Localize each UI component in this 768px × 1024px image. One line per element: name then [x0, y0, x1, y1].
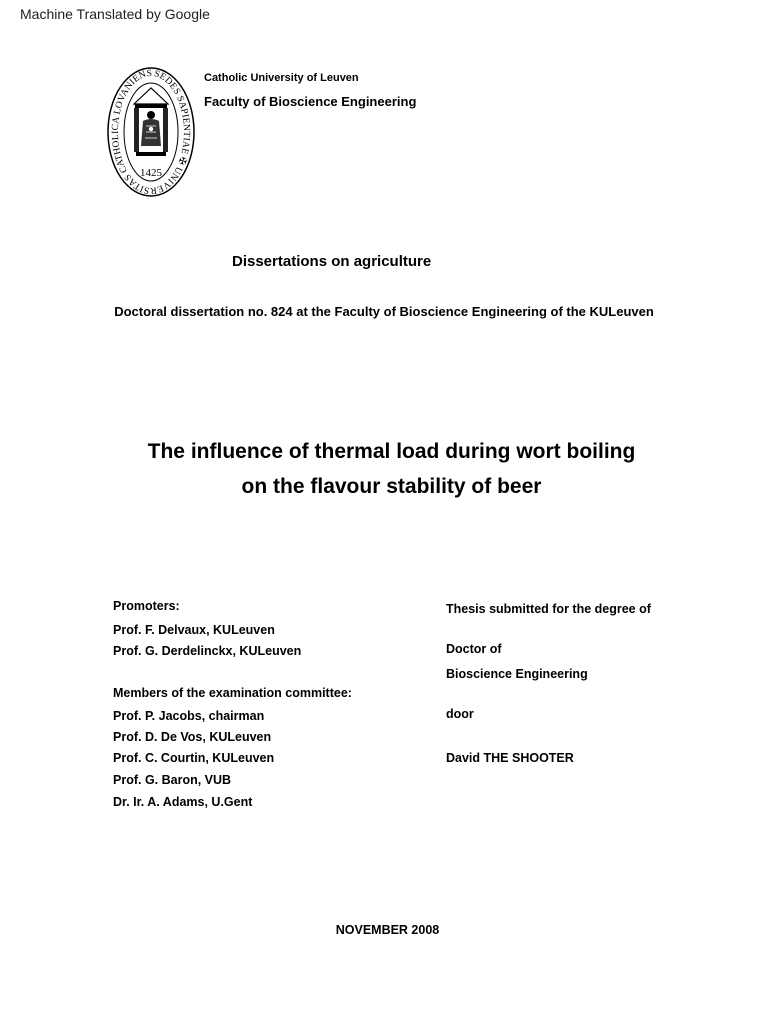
- promoter-item: Prof. F. Delvaux, KULeuven: [113, 623, 275, 637]
- machine-translation-banner: Machine Translated by Google: [20, 6, 210, 22]
- committee-member: Prof. G. Baron, VUB: [113, 773, 232, 787]
- degree-title-line-1: Doctor of: [446, 642, 502, 656]
- degree-statement: Thesis submitted for the degree of: [446, 602, 651, 616]
- dissertation-number: Doctoral dissertation no. 824 at the Faculty of Bioscience Engineering of the KULeuven: [114, 304, 654, 319]
- committee-member: Prof. D. De Vos, KULeuven: [113, 730, 272, 744]
- promoters-heading: Promoters:: [113, 599, 180, 613]
- author-name: David THE SHOOTER: [446, 751, 574, 765]
- committee-member: Dr. Ir. A. Adams, U.Gent: [113, 795, 253, 809]
- svg-text:SEDES SAPIENTIAE ✠ UNIVERSITAS: SEDES SAPIENTIAE ✠ UNIVERSITAS CATHOLICA LOVANIENS: [110, 68, 192, 196]
- faculty-name: Faculty of Bioscience Engineering: [204, 94, 417, 109]
- series-title: Dissertations on agriculture: [232, 253, 432, 270]
- committee-heading: Members of the examination committee:: [113, 686, 352, 700]
- university-name: Catholic University of Leuven: [204, 72, 359, 84]
- thesis-title-line-2: on the flavour stability of beer: [241, 475, 542, 498]
- thesis-title-line-1: The influence of thermal load during wort boiling: [147, 440, 636, 463]
- committee-member: Prof. C. Courtin, KULeuven: [113, 751, 275, 765]
- degree-title-line-2: Bioscience Engineering: [446, 667, 588, 681]
- promoter-item: Prof. G. Derdelinckx, KULeuven: [113, 644, 302, 658]
- svg-text:1425: 1425: [140, 167, 162, 179]
- committee-member: Prof. P. Jacobs, chairman: [113, 709, 265, 723]
- university-seal-logo: [106, 66, 196, 198]
- submission-date: NOVEMBER 2008: [335, 923, 440, 937]
- by-label: door: [446, 707, 474, 721]
